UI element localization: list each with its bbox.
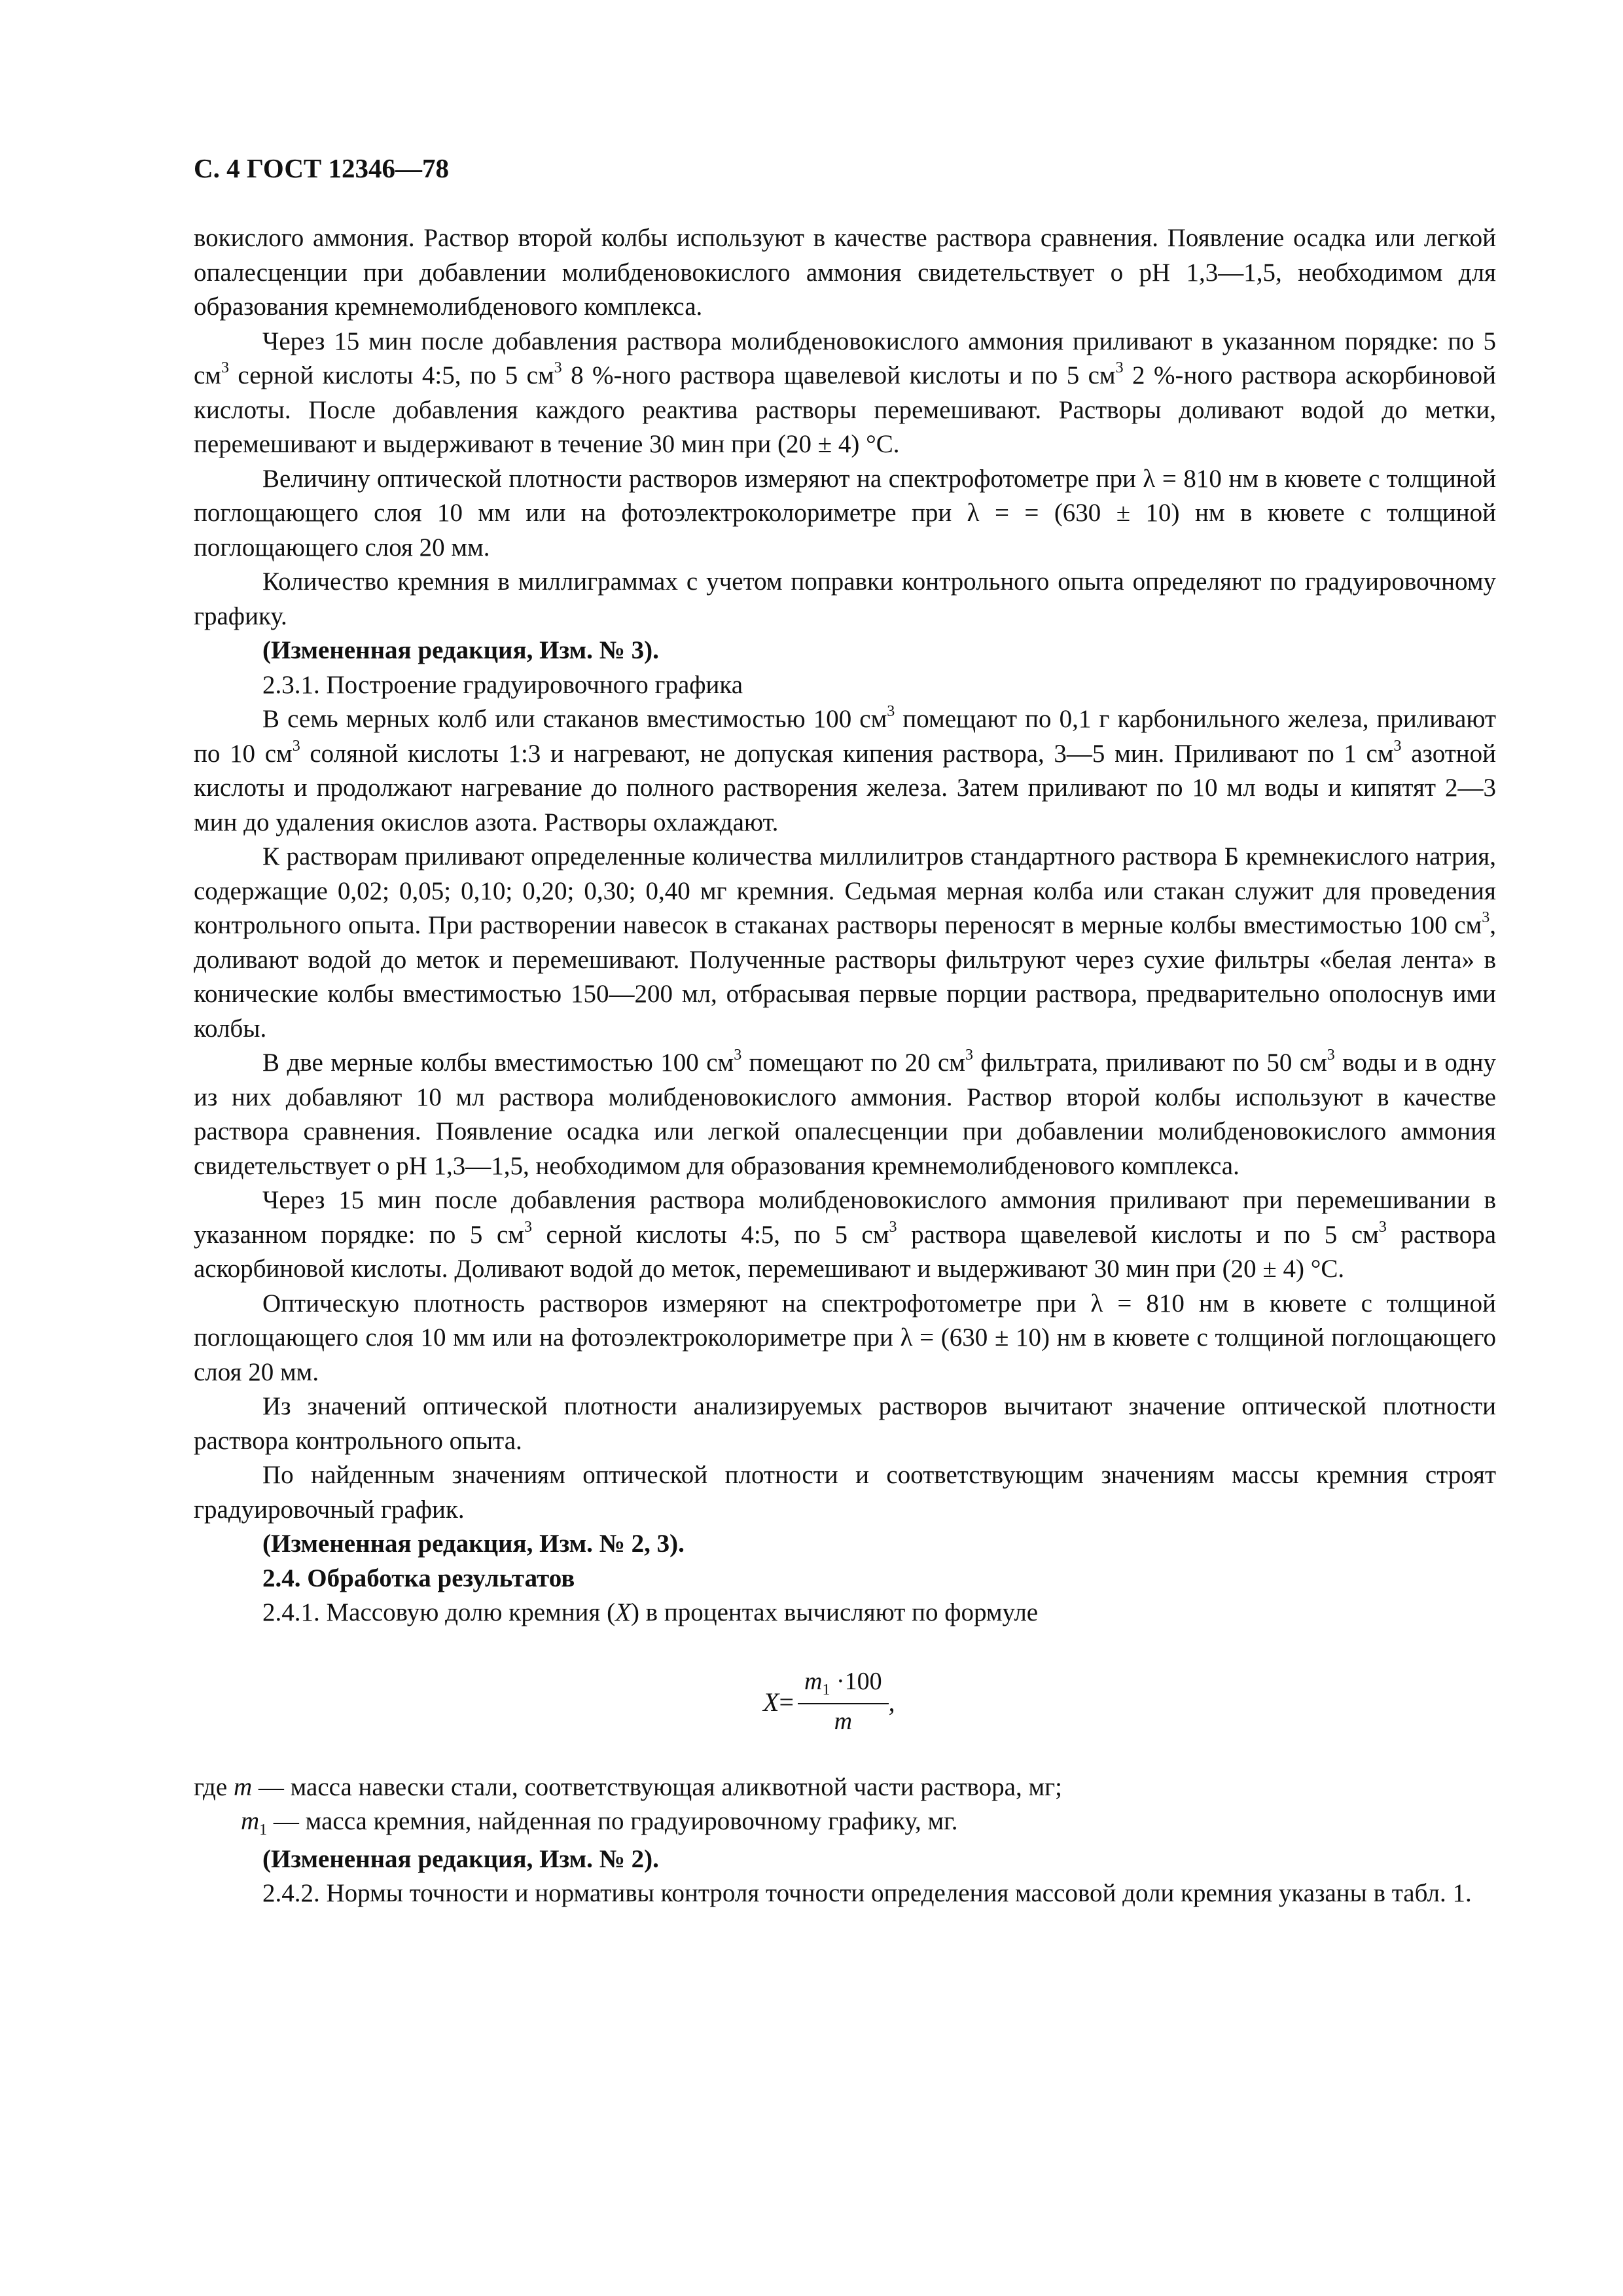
paragraph: Из значений оптической плотности анализируемых растворов вычитают значение оптической плотности раствора контрольного опыта.: [194, 1392, 1496, 1455]
revision-note: (Измененная редакция, Изм. № 3).: [262, 636, 659, 664]
paragraph: В семь мерных колб или стаканов вместимостью 100 $см^3$ помещают по 0,1 г карбонильного железа, приливают по 10 $см^3$ соляной кислоты 1:3 и нагревают, не допуская кипения раствора, 3—5 мин. Приливают по 1 $см^3$ азотной кислоты и продолжают нагревание до полного растворения железа. Затем приливают по 10 мл воды и кипятят 2—3 мин до удаления окислов азота. Растворы охлаждают.: [194, 703, 1496, 836]
section-heading-2-4: 2.4. Обработка результатов: [262, 1564, 575, 1592]
section-heading-2-3-1: 2.3.1. Построение градуировочного графика: [262, 670, 743, 699]
paragraph: вокислого аммония. Раствор второй колбы используют в качестве раствора сравнения. Появление осадка или легкой опалесценции при добавлении молибденовокислого аммония свидетельствует о pH 1,3—1,5, необходимом для образования кремнемолибденового комплекса.: [194, 224, 1496, 321]
revision-note: (Измененная редакция, Изм. № 2, 3).: [262, 1530, 685, 1558]
paragraph: Величину оптической плотности растворов измеряют на спектрофотометре при λ = 810 нм в кювете с толщиной поглощающего слоя 10 мм или на фотоэлектроколориметре при λ = = (630 ± 10) нм в кювете с толщиной поглощающего слоя 20 мм.: [194, 464, 1496, 562]
definition-m: где m — масса навески стали, соответствующая аликвотной части раствора, мг;: [194, 1772, 1062, 1801]
formula-fraction: [798, 1666, 889, 1738]
formula-block: [194, 1646, 1496, 1770]
formula-lhs: X: [763, 1687, 779, 1717]
page-header: С. 4 ГОСТ 12346—78: [194, 153, 450, 183]
formula-numerator: $m_1 \cdot 100$: [798, 1666, 889, 1704]
paragraph: Количество кремния в миллиграммах с учетом поправки контрольного опыта определяют по градуировочному графику.: [194, 567, 1496, 630]
page-content: [194, 152, 1496, 1911]
formula-denominator: m: [834, 1707, 853, 1735]
variable-definitions: [194, 1770, 1496, 1842]
formula: [763, 1666, 895, 1738]
paragraph: По найденным значениям оптической плотности и соответствующим значениям массы кремния строят градуировочный график.: [194, 1461, 1496, 1524]
formula-equals: =: [779, 1687, 794, 1717]
formula-tail: ,: [888, 1687, 895, 1717]
definition-m1: $m_1$ — масса кремния, найденная по градуировочному графику, мг.: [241, 1807, 958, 1839]
revision-note: (Измененная редакция, Изм. № 2).: [262, 1844, 659, 1873]
paragraph: Через 15 мин после добавления раствора молибденовокислого аммония приливают в указанном порядке: по 5 $см^3$ серной кислоты 4:5, по 5 $см^3$ 8 %-ного раствора щавелевой кислоты и по 5 $см^3$ 2 %-ного раствора аскорбиновой кислоты. После добавления каждого реактива растворы перемешивают. Растворы доливают водой до метки, перемешивают и выдерживают в течение 30 мин при (20 ± 4) °С.: [194, 327, 1496, 458]
paragraph: В две мерные колбы вместимостью 100 $см^3$ помещают по 20 $см^3$ фильтрата, приливают по 50 $см^3$ воды и в одну из них добавляют 10 мл раствора молибденовокислого аммония. Раствор второй колбы используют в качестве раствора сравнения. Появление осадка или легкой опалесценции при добавлении молибденовокислого аммония свидетельствует о pH 1,3—1,5, необходимом для образования кремнемолибденового комплекса.: [194, 1047, 1496, 1180]
paragraph: Через 15 мин после добавления раствора молибденовокислого аммония приливают при перемешивании в указанном порядке: по 5 $см^3$ серной кислоты 4:5, по 5 $см^3$ раствора щавелевой кислоты и по 5 $см^3$ раствора аскорбиновой кислоты. Доливают водой до меток, перемешивают и выдерживают 30 мин при (20 ± 4) °С.: [194, 1186, 1497, 1283]
paragraph: Оптическую плотность растворов измеряют на спектрофотометре при λ = 810 нм в кювете с толщиной поглощающего слоя 10 мм или на фотоэлектроколориметре при λ = (630 ± 10) нм в кювете с толщиной поглощающего слоя 20 мм.: [194, 1289, 1496, 1386]
paragraph: К растворам приливают определенные количества миллилитров стандартного раствора Б кремнекислого натрия, содержащие 0,02; 0,05; 0,10; 0,20; 0,30; 0,40 мг кремния. Седьмая мерная колба или стакан служит для проведения контрольного опыта. При растворении навесок в стаканах растворы переносят в мерные колбы вместимостью 100 $см^3$, доливают водой до меток и перемешивают. Полученные растворы фильтруют через сухие фильтры «белая лента» в конические колбы вместимостью 150—200 мл, отбрасывая первые порции раствора, предварительно ополоснув ими колбы.: [194, 842, 1496, 1043]
section-2-4-1: 2.4.1. Массовую долю кремния (X) в процентах вычисляют по формуле: [262, 1598, 1039, 1626]
section-2-4-2: 2.4.2. Нормы точности и нормативы контроля точности определения массовой доли кремния указаны в табл. 1.: [262, 1879, 1472, 1907]
